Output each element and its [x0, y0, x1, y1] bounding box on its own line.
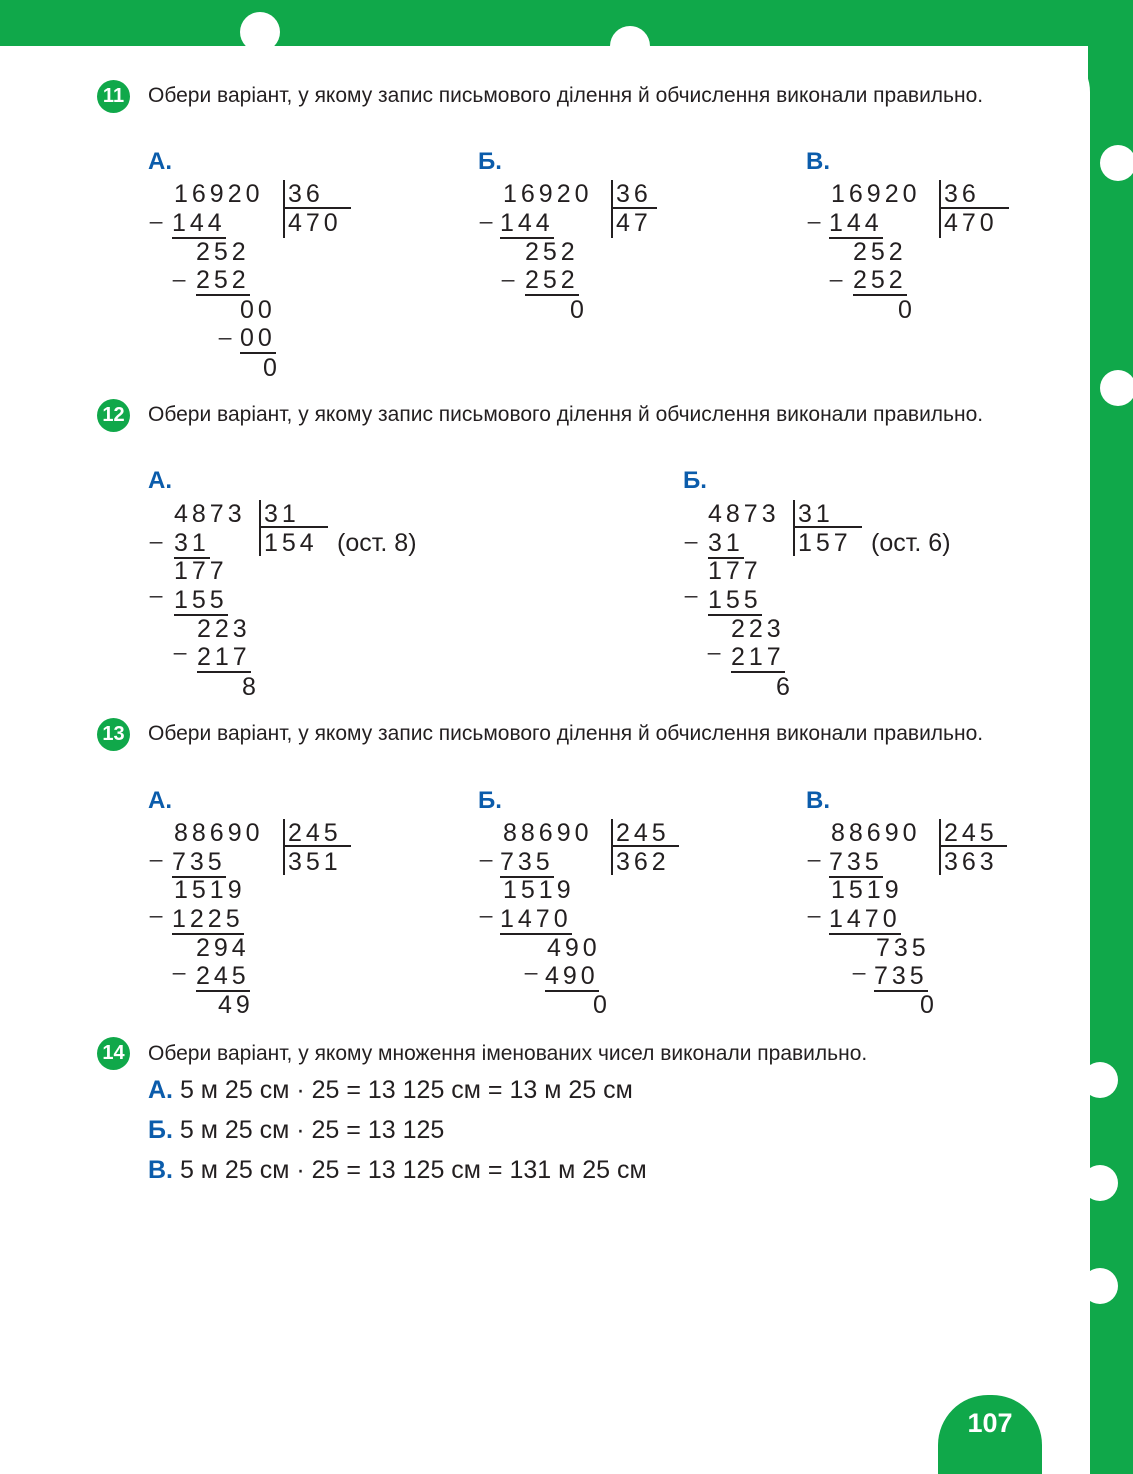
division-bar — [793, 500, 795, 556]
divisor: 245 — [616, 819, 670, 847]
minus-sign: _ — [830, 257, 843, 282]
minus-sign: _ — [502, 257, 515, 282]
quotient: 470 — [288, 209, 342, 237]
remainder: 0 — [263, 354, 281, 382]
minus-sign: _ — [150, 893, 163, 918]
quotient: 351 — [288, 848, 342, 876]
remainder: 49 — [218, 991, 254, 1019]
divisor-line — [613, 845, 679, 847]
minus-sign: _ — [174, 630, 187, 655]
subtrahend: 252 — [853, 266, 907, 294]
partial-dividend: 1519 — [503, 876, 575, 904]
partial-dividend: 00 — [240, 296, 276, 324]
minus-sign: _ — [808, 199, 821, 224]
divisor: 36 — [288, 180, 324, 208]
minus-sign: _ — [150, 199, 163, 224]
division-bar — [611, 180, 613, 238]
dividend: 88690 — [503, 819, 593, 847]
subtrahend: 1470 — [829, 905, 901, 933]
minus-sign: _ — [708, 630, 721, 655]
quotient: 362 — [616, 848, 670, 876]
partial-dividend: 223 — [197, 615, 251, 643]
minus-sign: _ — [219, 315, 232, 340]
remainder: 0 — [920, 991, 938, 1019]
binder-hole — [1100, 370, 1133, 406]
partial-dividend: 223 — [731, 615, 785, 643]
dividend: 16920 — [174, 180, 264, 208]
binder-hole — [1100, 145, 1133, 181]
minus-sign: _ — [173, 950, 186, 975]
option-label: А. — [148, 148, 172, 175]
task-text: Обери варіант, у якому запис письмового ділення й обчислення виконали правильно. — [148, 722, 984, 745]
subtrahend: 735 — [874, 962, 928, 990]
partial-dividend: 177 — [708, 557, 762, 585]
minus-sign: _ — [150, 573, 163, 598]
divisor: 31 — [264, 500, 300, 528]
divisor: 245 — [944, 819, 998, 847]
minus-sign: _ — [808, 837, 821, 862]
subtrahend: 490 — [545, 962, 599, 990]
option-label: Б. — [683, 467, 707, 494]
divisor: 36 — [616, 180, 652, 208]
dividend: 16920 — [831, 180, 921, 208]
minus-sign: _ — [685, 519, 698, 544]
division-bar — [939, 819, 941, 875]
subtrahend: 252 — [525, 266, 579, 294]
partial-dividend: 490 — [547, 934, 601, 962]
subtrahend: 144 — [500, 209, 554, 237]
option-label: А. — [148, 467, 172, 494]
minus-sign: _ — [150, 837, 163, 862]
task-text: Обери варіант, у якому запис письмового ділення й обчислення виконали правильно. — [148, 84, 984, 107]
partial-dividend: 252 — [853, 238, 907, 266]
divisor: 31 — [798, 500, 834, 528]
minus-sign: _ — [480, 199, 493, 224]
remainder-note: (ост. 8) — [337, 529, 417, 557]
divisor-line — [795, 526, 862, 528]
option-label: А. — [148, 1076, 173, 1104]
option-label: В. — [806, 148, 830, 175]
dividend: 4873 — [708, 500, 780, 528]
division-bar — [283, 180, 285, 238]
division-bar — [939, 180, 941, 238]
remainder: 0 — [570, 296, 588, 324]
page-frame-top — [0, 0, 1133, 46]
subtrahend: 735 — [172, 848, 226, 876]
option-text: 5 м 25 см · 25 = 13 125 см = 131 м 25 см — [179, 1156, 647, 1184]
division-bar — [283, 819, 285, 875]
minus-sign: _ — [173, 257, 186, 282]
subtrahend: 735 — [829, 848, 883, 876]
remainder: 8 — [242, 673, 260, 701]
partial-dividend: 177 — [174, 557, 228, 585]
remainder-note: (ост. 6) — [871, 529, 951, 557]
subtrahend: 155 — [708, 586, 762, 614]
page-number: 107 — [938, 1395, 1042, 1474]
option-text: 5 м 25 см · 25 = 13 125 см = 13 м 25 см — [179, 1076, 633, 1104]
subtrahend: 31 — [174, 529, 210, 557]
binder-hole — [1082, 1165, 1118, 1201]
division-bar — [611, 819, 613, 875]
subtrahend: 252 — [196, 266, 250, 294]
option-label: Б. — [478, 148, 502, 175]
divisor: 245 — [288, 819, 342, 847]
subtrahend: 217 — [197, 643, 251, 671]
subtrahend: 245 — [196, 962, 250, 990]
option-text: 5 м 25 см · 25 = 13 125 — [179, 1116, 445, 1144]
answer-option — [148, 1155, 647, 1185]
answer-option — [148, 1115, 444, 1145]
task-number-badge: 14 — [97, 1037, 130, 1070]
subtrahend: 217 — [731, 643, 785, 671]
page-frame-side — [1088, 0, 1133, 1474]
quotient: 363 — [944, 848, 998, 876]
option-label: А. — [148, 787, 172, 814]
subtrahend: 31 — [708, 529, 744, 557]
task-text: Обери варіант, у якому запис письмового ділення й обчислення виконали правильно. — [148, 403, 984, 426]
subtrahend: 144 — [172, 209, 226, 237]
quotient: 47 — [616, 209, 652, 237]
quotient: 470 — [944, 209, 998, 237]
subtrahend: 144 — [829, 209, 883, 237]
divisor-line — [261, 526, 328, 528]
partial-dividend: 252 — [196, 238, 250, 266]
task-number-badge: 11 — [97, 80, 130, 113]
division-bar — [259, 500, 261, 556]
minus-sign: _ — [150, 519, 163, 544]
binder-hole — [240, 12, 280, 52]
subtrahend: 735 — [500, 848, 554, 876]
quotient: 154 — [264, 529, 318, 557]
minus-sign: _ — [525, 950, 538, 975]
binder-hole — [1082, 1062, 1118, 1098]
dividend: 88690 — [831, 819, 921, 847]
subtrahend: 155 — [174, 586, 228, 614]
subtrahend: 1470 — [500, 905, 572, 933]
option-label: Б. — [478, 787, 502, 814]
answer-option — [148, 1075, 633, 1105]
minus-sign: _ — [853, 950, 866, 975]
minus-sign: _ — [480, 837, 493, 862]
option-label: В. — [806, 787, 830, 814]
task-number-badge: 12 — [97, 399, 130, 432]
partial-dividend: 1519 — [174, 876, 246, 904]
minus-sign: _ — [808, 893, 821, 918]
option-label: В. — [148, 1156, 173, 1184]
subtrahend: 00 — [240, 324, 276, 352]
partial-dividend: 1519 — [831, 876, 903, 904]
minus-sign: _ — [480, 893, 493, 918]
dividend: 16920 — [503, 180, 593, 208]
remainder: 6 — [776, 673, 794, 701]
divisor-line — [941, 845, 1007, 847]
task-text: Обери варіант, у якому множення іменованих чисел виконали правильно. — [148, 1042, 868, 1065]
task-number-badge: 13 — [97, 718, 130, 751]
subtrahend: 1225 — [172, 905, 244, 933]
dividend: 88690 — [174, 819, 264, 847]
dividend: 4873 — [174, 500, 246, 528]
remainder: 0 — [593, 991, 611, 1019]
divisor-line — [285, 845, 351, 847]
quotient: 157 — [798, 529, 852, 557]
remainder: 0 — [898, 296, 916, 324]
option-label: Б. — [148, 1116, 173, 1144]
binder-hole — [610, 26, 650, 66]
partial-dividend: 252 — [525, 238, 579, 266]
partial-dividend: 294 — [196, 934, 250, 962]
partial-dividend: 735 — [876, 934, 930, 962]
minus-sign: _ — [685, 573, 698, 598]
binder-hole — [1082, 1268, 1118, 1304]
divisor: 36 — [944, 180, 980, 208]
